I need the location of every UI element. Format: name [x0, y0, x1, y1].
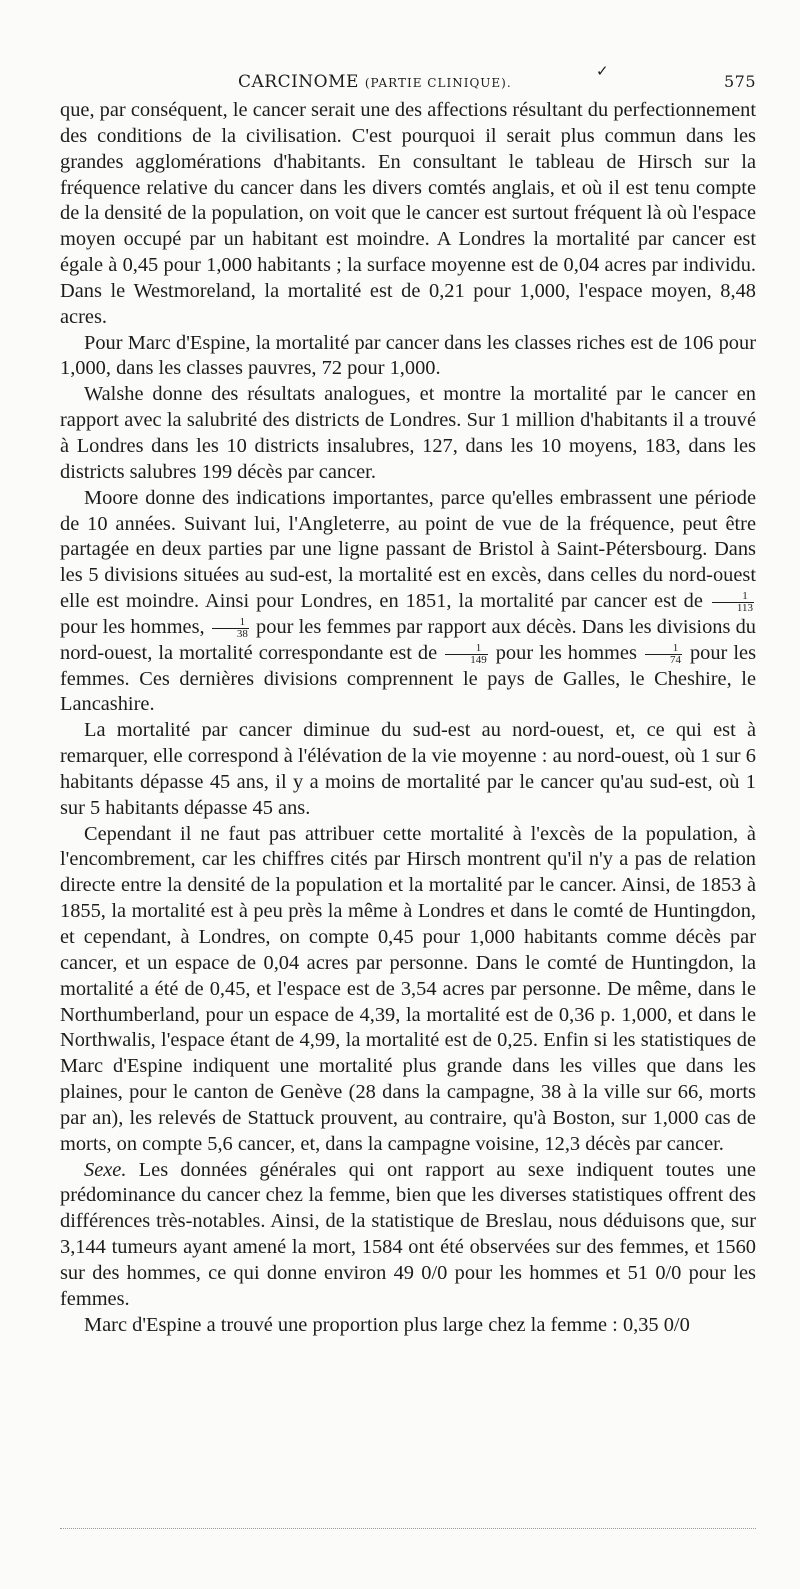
fraction-numerator: 1 [212, 617, 249, 629]
running-title-main: CARCINOME [238, 72, 359, 92]
fraction [645, 643, 682, 666]
text-run: pour les hommes, [60, 615, 210, 638]
body-text [60, 98, 756, 1339]
text-run: pour les femmes. Ces dernières divisions comprennent le pays de Galles, le Cheshire, le Lancashire. [60, 641, 757, 716]
text-run: Moore donne des indications importantes, parce qu'elles embrassent une période de 10 années. Suivant lui, l'Angleterre, au point de vue de la fréquence, peut être partagée en deux parties par une ligne passant de Bristol à Saint-Pétersbourg. Dans les 5 divisions situées au sud-est, la mortalité est en excès, dans celles du nord-ouest elle est moindre. Ainsi pour Londres, en 1851, la mortalité par cancer est de [60, 486, 756, 613]
margin-mark: ✓ [596, 62, 610, 80]
fraction-numerator: 1 [645, 643, 682, 655]
paragraph [60, 486, 756, 719]
text-run: pour les femmes par rapport aux décès. Dans les divisions du nord-ouest, la mortalité correspondante est de [60, 615, 757, 664]
page-number: 575 [723, 72, 756, 91]
text-run: Pour Marc d'Espine, la mortalité par cancer dans les classes riches est de 106 pour 1,000, dans les classes pauvres, 72 pour 1,000. [60, 331, 756, 380]
footer-rule [60, 1528, 756, 1530]
paragraph [60, 718, 756, 821]
fraction-numerator: 1 [712, 591, 754, 603]
fraction-denominator: 149 [470, 653, 487, 666]
paragraph [60, 331, 756, 383]
fraction-numerator: 1 [445, 643, 488, 655]
paragraph [60, 1158, 756, 1313]
text-run: Walshe donne des résultats analogues, et montre la mortalité par le cancer en rapport avec la salubrité des districts de Londres. Sur 1 million d'habitants il a trouvé à Londres dans les 10 districts insalubres, 127, dans les 10 moyens, 183, dans les districts salubres 199 décès par cancer. [60, 383, 756, 483]
fraction [212, 617, 249, 640]
text-run: pour les hommes [489, 641, 643, 664]
fraction-denominator: 38 [236, 627, 248, 640]
running-title-sub: (PARTIE CLINIQUE). [364, 76, 512, 90]
text-run: Cependant il ne faut pas attribuer cette mortalité à l'excès de la population, à l'encombrement, car les chiffres cités par Hirsch montrent qu'il n'y a pas de relation directe entre la densité de la population et la mortalité par le cancer. Ainsi, de 1853 à 1855, la mortalité est à peu près la même à Londres et dans le comté de Huntingdon, et cependant, à Londres, on compte 0,45 pour 1,000 habitants comme décès par cancer, et un espace de 0,04 acres par personne. Dans le comté de Huntingdon, la mortalité a été de 0,45, et l'espace est de 3,54 acres par personne. De même, dans le Northumberland, pour un espace de 4,39, la mortalité est de 0,36 p. 1,000, et dans le Northwalis, l'espace étant de 4,99, la mortalité est de 0,25. Enfin si les statistiques de Marc d'Espine indiquent une mortalité plus grande dans les villes que dans les plaines, pour le canton de Genève (28 dans la campagne, 38 à la ville sur 66, morts par an), les relevés de Stattuck prouvent, au contraire, qu'à Boston, sur 1,000 cas de morts, on compte 5,6 cancer, et, dans la campagne voisine, 12,3 décès par cancer. [60, 822, 756, 1155]
paragraph [60, 1313, 756, 1339]
fraction-denominator: 74 [669, 653, 681, 666]
text-run: Les données générales qui ont rapport au sexe indiquent toutes une prédominance du cancer chez la femme, bien que les diverses statistiques offrent des différences très-notables. Ainsi, de la statistique de Breslau, nous déduisons que, sur 3,144 tumeurs ayant amené la mort, 1584 ont été observées sur des femmes, et 1560 sur des hommes, ce qui donne environ 49 0/0 pour les hommes et 51 0/0 pour les femmes. [60, 1158, 756, 1310]
fraction [445, 643, 488, 666]
paragraph [60, 382, 756, 485]
fraction-denominator: 113 [736, 601, 753, 614]
paragraph [60, 98, 756, 331]
text-run: Marc d'Espine a trouvé une proportion plus large chez la femme : 0,35 0/0 [84, 1313, 690, 1336]
fraction [712, 591, 754, 614]
text-run: que, par conséquent, le cancer serait une des affections résultant du perfectionnement des conditions de la civilisation. C'est pourquoi il serait plus commun dans les grandes agglomérations d'habitants. En consultant le tableau de Hirsch sur la fréquence relative du cancer dans les divers comtés anglais, et où il est tenu compte de la densité de la population, on voit que le cancer est surtout fréquent là où l'espace moyen occupé par un habitant est moindre. A Londres la mortalité par cancer est égale à 0,45 pour 1,000 habitants ; la surface moyenne est de 0,04 acres par individu. Dans le Westmoreland, la mortalité est de 0,21 pour 1,000, l'espace moyen, 8,48 acres. [60, 99, 756, 328]
running-header [60, 62, 756, 98]
text-run: La mortalité par cancer diminue du sud-est au nord-ouest, et, ce qui est à remarquer, elle correspond à l'élévation de la vie moyenne : au nord-ouest, où 1 sur 6 habitants dépasse 45 ans, il y a moins de mortalité par le cancer qu'au sud-est, où 1 sur 5 habitants dépasse 45 ans. [60, 719, 756, 819]
paragraph [60, 822, 756, 1158]
section-heading-italic: Sexe. [84, 1158, 127, 1181]
running-title [238, 72, 512, 92]
page [60, 62, 757, 1339]
